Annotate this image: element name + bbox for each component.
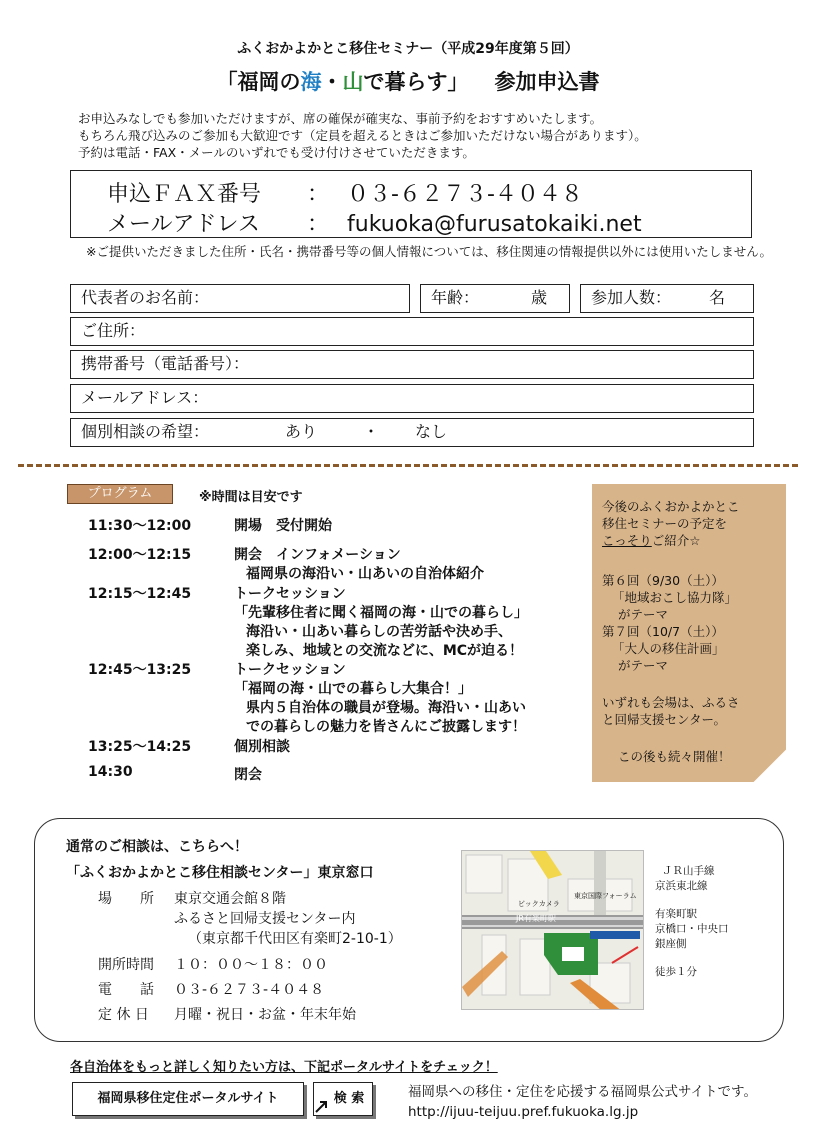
access-map xyxy=(461,850,644,1010)
age-field[interactable] xyxy=(420,284,570,313)
mail-label: メールアドレス xyxy=(107,212,260,237)
phone-field[interactable] xyxy=(70,350,754,379)
age-unit: 歳 xyxy=(531,288,548,307)
sticky-line-3 xyxy=(602,532,700,549)
sticky-line-7: 第７回（10/7（土）） xyxy=(602,624,724,639)
program-line-3-2: 「先輩移住者に聞く福岡の海・山での暮らし」 xyxy=(234,605,528,621)
hours-value: １０：００～１８：００ xyxy=(174,957,328,973)
sticky-line-8: 「大人の移住計画」 xyxy=(612,641,725,656)
closed-value: 月曜・祝日・お盆・年末年始 xyxy=(174,1007,356,1023)
sticky-line-5: 「地域おこし協力隊」 xyxy=(612,590,738,605)
program-line-2-1: 開会 インフォメーション xyxy=(234,547,401,563)
program-time-5: 13:25～14:25 xyxy=(88,739,192,755)
map-note-exit: 京橋口・中央口 xyxy=(655,923,729,935)
consult-heading: 通常のご相談は、こちらへ！ xyxy=(66,839,248,855)
consult-no-option[interactable]: なし xyxy=(415,422,448,441)
program-line-2-2: 福岡県の海沿い・山あいの自治体紹介 xyxy=(246,566,484,582)
map-note-station: 有楽町駅 xyxy=(655,908,697,920)
title-part2: で暮らす」 xyxy=(363,70,469,94)
title-mountain: 山 xyxy=(342,70,364,94)
program-line-3-4: 楽しみ、地域との交流などに、MCが迫る！ xyxy=(246,643,524,659)
mail-separator: ： xyxy=(307,212,330,237)
email-field[interactable] xyxy=(70,384,754,413)
tel-label: 電 話 xyxy=(98,982,154,998)
sticky-line-4: 第６回（9/30（土）） xyxy=(602,573,724,588)
program-line-6-1: 閉会 xyxy=(234,767,262,783)
program-time-1: 11:30～12:00 xyxy=(88,518,192,534)
mail-address: fukuoka@furusatokaiki.net xyxy=(347,212,642,237)
sticky-line-2: 移住セミナーの予定を xyxy=(602,516,728,531)
contact-box xyxy=(70,170,752,238)
consult-wish-field xyxy=(70,418,754,447)
map-note-line: ＪＲ山手線 xyxy=(662,865,715,877)
seminar-subtitle: ふくおかよかとこ移住セミナー（平成29年度第５回） xyxy=(237,41,579,57)
program-time-6: 14:30 xyxy=(88,764,133,780)
sticky-intro: ご紹介☆ xyxy=(651,533,701,548)
fax-label: 申込ＦＡＸ番号 xyxy=(107,182,262,207)
program-badge: プログラム xyxy=(67,484,173,504)
privacy-note: ※ご提供いただきました住所・氏名・携帯番号等の個人情報については、移住関連の情報提供以外には使用いたしません。 xyxy=(86,244,772,259)
program-line-5-1: 個別相談 xyxy=(234,739,290,755)
title-dot: ・ xyxy=(321,70,343,94)
program-time-2: 12:00～12:15 xyxy=(88,547,192,563)
sticky-line-12: この後も続々開催！ xyxy=(618,749,731,764)
tel-row xyxy=(98,979,324,999)
title-sea: 海 xyxy=(300,70,322,94)
title-form: 参加申込書 xyxy=(494,70,600,94)
closed-row xyxy=(98,1004,356,1024)
closed-label: 定 休 日 xyxy=(98,1007,149,1023)
address-field[interactable] xyxy=(70,317,754,346)
sticky-secretly: こっそり xyxy=(602,533,652,548)
place-row xyxy=(98,888,286,908)
portal-desc-text: 福岡県への移住・定住を応援する福岡県公式サイトです。 xyxy=(408,1084,757,1100)
intro-line-3: 予約は電話・FAX・メールのいずれでも受け付けさせていただきます。 xyxy=(78,145,475,160)
map-note-side: 銀座側 xyxy=(655,938,687,950)
title-part1: 「福岡の xyxy=(216,70,301,94)
portal-site-box[interactable]: 福岡県移住定住ポータルサイト xyxy=(72,1082,304,1116)
sticky-line-6: がテーマ xyxy=(618,607,669,622)
fax-line xyxy=(107,177,583,208)
hours-row xyxy=(98,954,328,974)
program-line-4-1: トークセッション xyxy=(234,662,346,678)
map-station-label: JR有楽町駅 xyxy=(516,914,556,923)
program-line-1-1: 開場 受付開始 xyxy=(234,518,332,534)
place-value-1: 東京交通会館８階 xyxy=(174,891,286,907)
search-label: 検 索 xyxy=(333,1091,365,1106)
program-line-4-2: 「福岡の海・山での暮らし大集合！」 xyxy=(234,681,472,697)
fax-number: ０３-６２７３-４０４８ xyxy=(347,182,583,207)
map-note-walk: 徒歩１分 xyxy=(655,966,697,978)
place-value-2: ふるさと回帰支援センター内 xyxy=(174,911,356,927)
map-bic-label: ビックカメラ xyxy=(518,900,560,908)
sticky-line-9: がテーマ xyxy=(618,658,669,673)
consult-option-dot: ・ xyxy=(363,422,380,441)
place-address: （東京都千代田区有楽町2-10-1） xyxy=(188,931,402,947)
sticky-line-10: いずれも会場は、ふるさ xyxy=(602,695,740,710)
program-time-3: 12:15～12:45 xyxy=(88,586,192,602)
consult-wish-label: 個別相談の希望： xyxy=(81,422,210,441)
program-line-3-1: トークセッション xyxy=(234,586,346,602)
map-note-line2: 京浜東北線 xyxy=(655,880,708,892)
page-title xyxy=(0,66,816,96)
cursor-arrow-icon xyxy=(314,1096,332,1114)
participants-unit: 名 xyxy=(709,288,726,307)
sticky-line-11: と回帰支援センター。 xyxy=(602,712,727,727)
address-label: ご住所： xyxy=(81,321,146,340)
participants-label: 参加人数： xyxy=(591,288,672,307)
participants-field[interactable] xyxy=(580,284,754,313)
hours-label: 開所時間 xyxy=(98,957,154,973)
tel-value: ０３-６２７３-４０４８ xyxy=(174,982,325,998)
intro-line-2: もちろん飛び込みのご参加も大歓迎です（定員を超えるときはご参加いただけない場合があります）。 xyxy=(78,128,647,143)
program-line-4-4: での暮らしの魅力を皆さんにご披露します！ xyxy=(246,719,526,735)
name-label: 代表者のお名前： xyxy=(81,288,210,307)
intro-line-1: お申込みなしでも参加いただけますが、席の確保が確実な、事前予約をおすすめいたします。 xyxy=(78,111,603,126)
program-time-4: 12:45～13:25 xyxy=(88,662,192,678)
sticky-line-1: 今後のふくおかよかとこ xyxy=(602,499,740,514)
portal-heading: 各自治体をもっと詳しく知りたい方は、下記ポータルサイトをチェック！ xyxy=(70,1060,498,1075)
program-time-note: ※時間は目安です xyxy=(199,490,303,505)
dashed-divider xyxy=(18,464,798,467)
place-label: 場 所 xyxy=(98,891,154,907)
portal-description xyxy=(408,1082,757,1122)
map-graphic xyxy=(462,851,644,1010)
name-field[interactable] xyxy=(70,284,410,313)
portal-url[interactable]: http://ijuu-teijuu.pref.fukuoka.lg.jp xyxy=(408,1104,639,1120)
map-forum-label: 東京国際フォーラム xyxy=(574,892,637,900)
consult-yes-option[interactable]: あり xyxy=(285,422,318,441)
fax-separator: ： xyxy=(307,182,330,207)
mail-line xyxy=(107,207,642,238)
phone-label: 携帯番号（電話番号）： xyxy=(81,354,250,373)
email-label: メールアドレス： xyxy=(81,388,209,407)
consult-center-name: 「ふくおかよかとこ移住相談センター」東京窓口 xyxy=(66,865,374,881)
program-line-4-3: 県内５自治体の職員が登場。海沿い・山あい xyxy=(246,700,526,716)
program-line-3-3: 海沿い・山あい暮らしの苦労話や決め手、 xyxy=(246,624,512,640)
age-label: 年齢： xyxy=(431,288,480,307)
sticky-fold xyxy=(752,748,788,784)
